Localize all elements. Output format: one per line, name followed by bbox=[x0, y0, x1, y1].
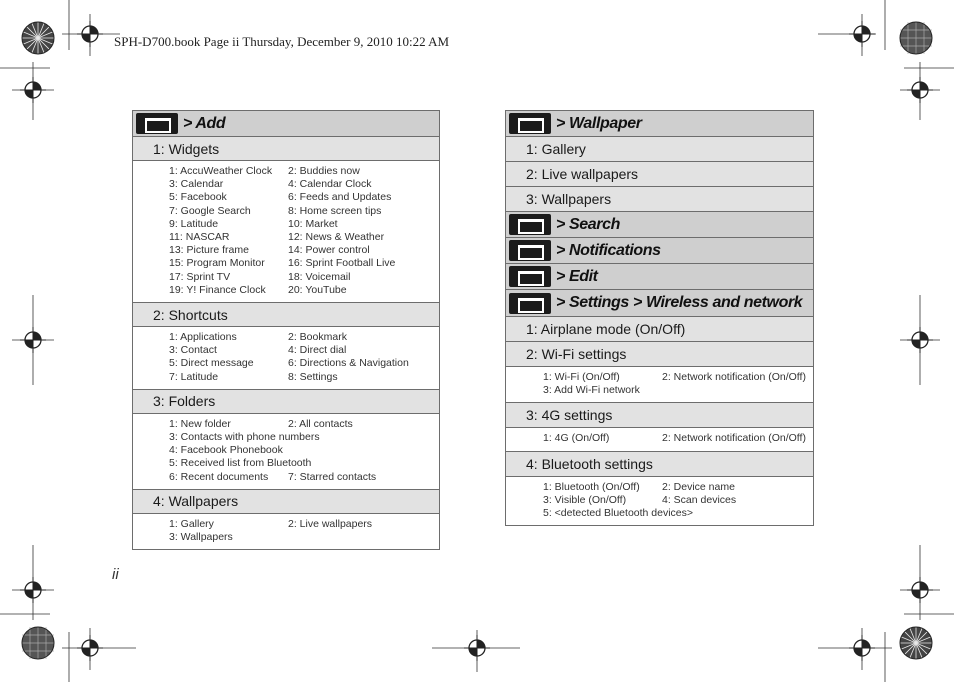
edit-heading-row bbox=[506, 263, 813, 289]
list-item: 8: Settings bbox=[288, 370, 338, 383]
menu-key-icon bbox=[509, 266, 551, 287]
list-item: 13: Picture frame bbox=[169, 244, 249, 257]
home-menu-add-table bbox=[132, 110, 440, 550]
4g-settings-subheading: 3: 4G settings bbox=[506, 402, 813, 427]
list-item: 2: Bookmark bbox=[288, 331, 347, 344]
list-item: 6: Recent documents bbox=[169, 470, 269, 483]
widgets-list bbox=[133, 160, 439, 302]
list-item: 3: Contacts with phone numbers bbox=[169, 431, 320, 444]
list-item: 6: Feeds and Updates bbox=[288, 191, 392, 204]
list-item: 20: YouTube bbox=[288, 283, 347, 296]
list-item: 6: Directions & Navigation bbox=[288, 357, 409, 370]
menu-key-icon bbox=[509, 113, 551, 134]
list-item bbox=[288, 457, 428, 470]
list-item: 3: Contact bbox=[169, 344, 217, 357]
list-item bbox=[288, 431, 428, 444]
add-heading-row bbox=[133, 111, 439, 136]
search-heading: > Search bbox=[556, 215, 620, 233]
search-heading-row bbox=[506, 211, 813, 237]
list-item: 4: Facebook Phonebook bbox=[169, 444, 283, 457]
list-item: 1: Gallery bbox=[169, 517, 214, 530]
wallpaper-option-live: 2: Live wallpapers bbox=[506, 161, 813, 186]
wallpapers-list bbox=[133, 513, 439, 549]
list-item: 2: All contacts bbox=[288, 417, 353, 430]
wallpaper-option-wallpapers: 3: Wallpapers bbox=[506, 186, 813, 211]
list-item: 11: NASCAR bbox=[169, 231, 230, 244]
list-item: 1: Applications bbox=[169, 331, 237, 344]
list-item: 9: Latitude bbox=[169, 217, 219, 230]
bluetooth-settings-subheading: 4: Bluetooth settings bbox=[506, 451, 813, 476]
list-item: 2: Buddies now bbox=[288, 165, 360, 177]
list-item: 18: Voicemail bbox=[288, 270, 351, 283]
menu-key-icon bbox=[136, 113, 178, 134]
notifications-heading: > Notifications bbox=[556, 241, 661, 259]
folders-subheading: 3: Folders bbox=[133, 389, 439, 413]
list-item: 1: New folder bbox=[169, 417, 231, 430]
list-item bbox=[662, 384, 812, 397]
list-item bbox=[662, 507, 812, 520]
widgets-subheading: 1: Widgets bbox=[133, 136, 439, 160]
list-item: 5: <detected Bluetooth devices> bbox=[543, 507, 694, 520]
list-item: 3: Visible (On/Off) bbox=[543, 493, 627, 506]
list-item: 2: Network notification (On/Off) bbox=[662, 371, 806, 383]
list-item: 10: Market bbox=[288, 217, 338, 230]
list-item: 2: Network notification (On/Off) bbox=[662, 432, 806, 445]
list-item: 2: Device name bbox=[662, 480, 735, 493]
page-number: ii bbox=[112, 566, 119, 583]
list-item: 3: Calendar bbox=[169, 178, 224, 191]
shortcuts-subheading: 2: Shortcuts bbox=[133, 302, 439, 326]
list-item: 15: Program Monitor bbox=[169, 257, 265, 270]
menu-key-icon bbox=[509, 293, 551, 314]
print-slug: SPH-D700.book Page ii Thursday, December 9, 2010 10:22 AM bbox=[114, 34, 450, 49]
wallpapers-subheading: 4: Wallpapers bbox=[133, 489, 439, 513]
edit-heading: > Edit bbox=[556, 267, 598, 285]
wifi-settings-subheading: 2: Wi-Fi settings bbox=[506, 341, 813, 366]
list-item: 16: Sprint Football Live bbox=[288, 257, 396, 270]
list-item: 5: Facebook bbox=[169, 191, 227, 204]
list-item: 1: Bluetooth (On/Off) bbox=[543, 480, 640, 493]
list-item: 1: Wi-Fi (On/Off) bbox=[543, 371, 620, 383]
list-item: 5: Received list from Bluetooth bbox=[169, 457, 312, 470]
wallpaper-heading: > Wallpaper bbox=[556, 114, 642, 132]
list-item: 2: Live wallpapers bbox=[288, 517, 373, 530]
list-item: 7: Latitude bbox=[169, 370, 219, 383]
list-item: 3: Add Wi-Fi network bbox=[543, 384, 640, 397]
notifications-heading-row bbox=[506, 237, 813, 263]
list-item: 17: Sprint TV bbox=[169, 270, 231, 283]
wallpaper-option-gallery: 1: Gallery bbox=[506, 136, 813, 161]
list-item: 19: Y! Finance Clock bbox=[169, 283, 266, 296]
shortcuts-list bbox=[133, 326, 439, 389]
list-item: 1: AccuWeather Clock bbox=[169, 165, 273, 177]
folders-list bbox=[133, 413, 439, 489]
menu-key-icon bbox=[509, 214, 551, 235]
add-heading: > Add bbox=[183, 114, 226, 132]
list-item: 4: Calendar Clock bbox=[288, 178, 372, 191]
list-item bbox=[288, 531, 428, 544]
bluetooth-settings-list bbox=[506, 476, 813, 526]
menu-key-icon bbox=[509, 240, 551, 261]
airplane-mode-subheading: 1: Airplane mode (On/Off) bbox=[506, 316, 813, 341]
list-item: 4: Direct dial bbox=[288, 344, 347, 357]
list-item: 4: Scan devices bbox=[662, 493, 737, 506]
settings-heading: > Settings > Wireless and network bbox=[556, 294, 803, 311]
wallpaper-heading-row bbox=[506, 111, 813, 136]
list-item: 8: Home screen tips bbox=[288, 204, 382, 217]
settings-heading-row bbox=[506, 289, 813, 316]
list-item: 5: Direct message bbox=[169, 357, 254, 370]
home-menu-settings-table bbox=[505, 110, 814, 526]
list-item: 1: 4G (On/Off) bbox=[543, 432, 610, 445]
list-item: 3: Wallpapers bbox=[169, 531, 233, 544]
list-item bbox=[288, 444, 428, 457]
list-item: 7: Starred contacts bbox=[288, 470, 377, 483]
wifi-settings-list bbox=[506, 366, 813, 402]
list-item: 12: News & Weather bbox=[288, 231, 385, 244]
4g-settings-list bbox=[506, 427, 813, 450]
list-item: 14: Power control bbox=[288, 244, 370, 257]
list-item: 7: Google Search bbox=[169, 204, 251, 217]
